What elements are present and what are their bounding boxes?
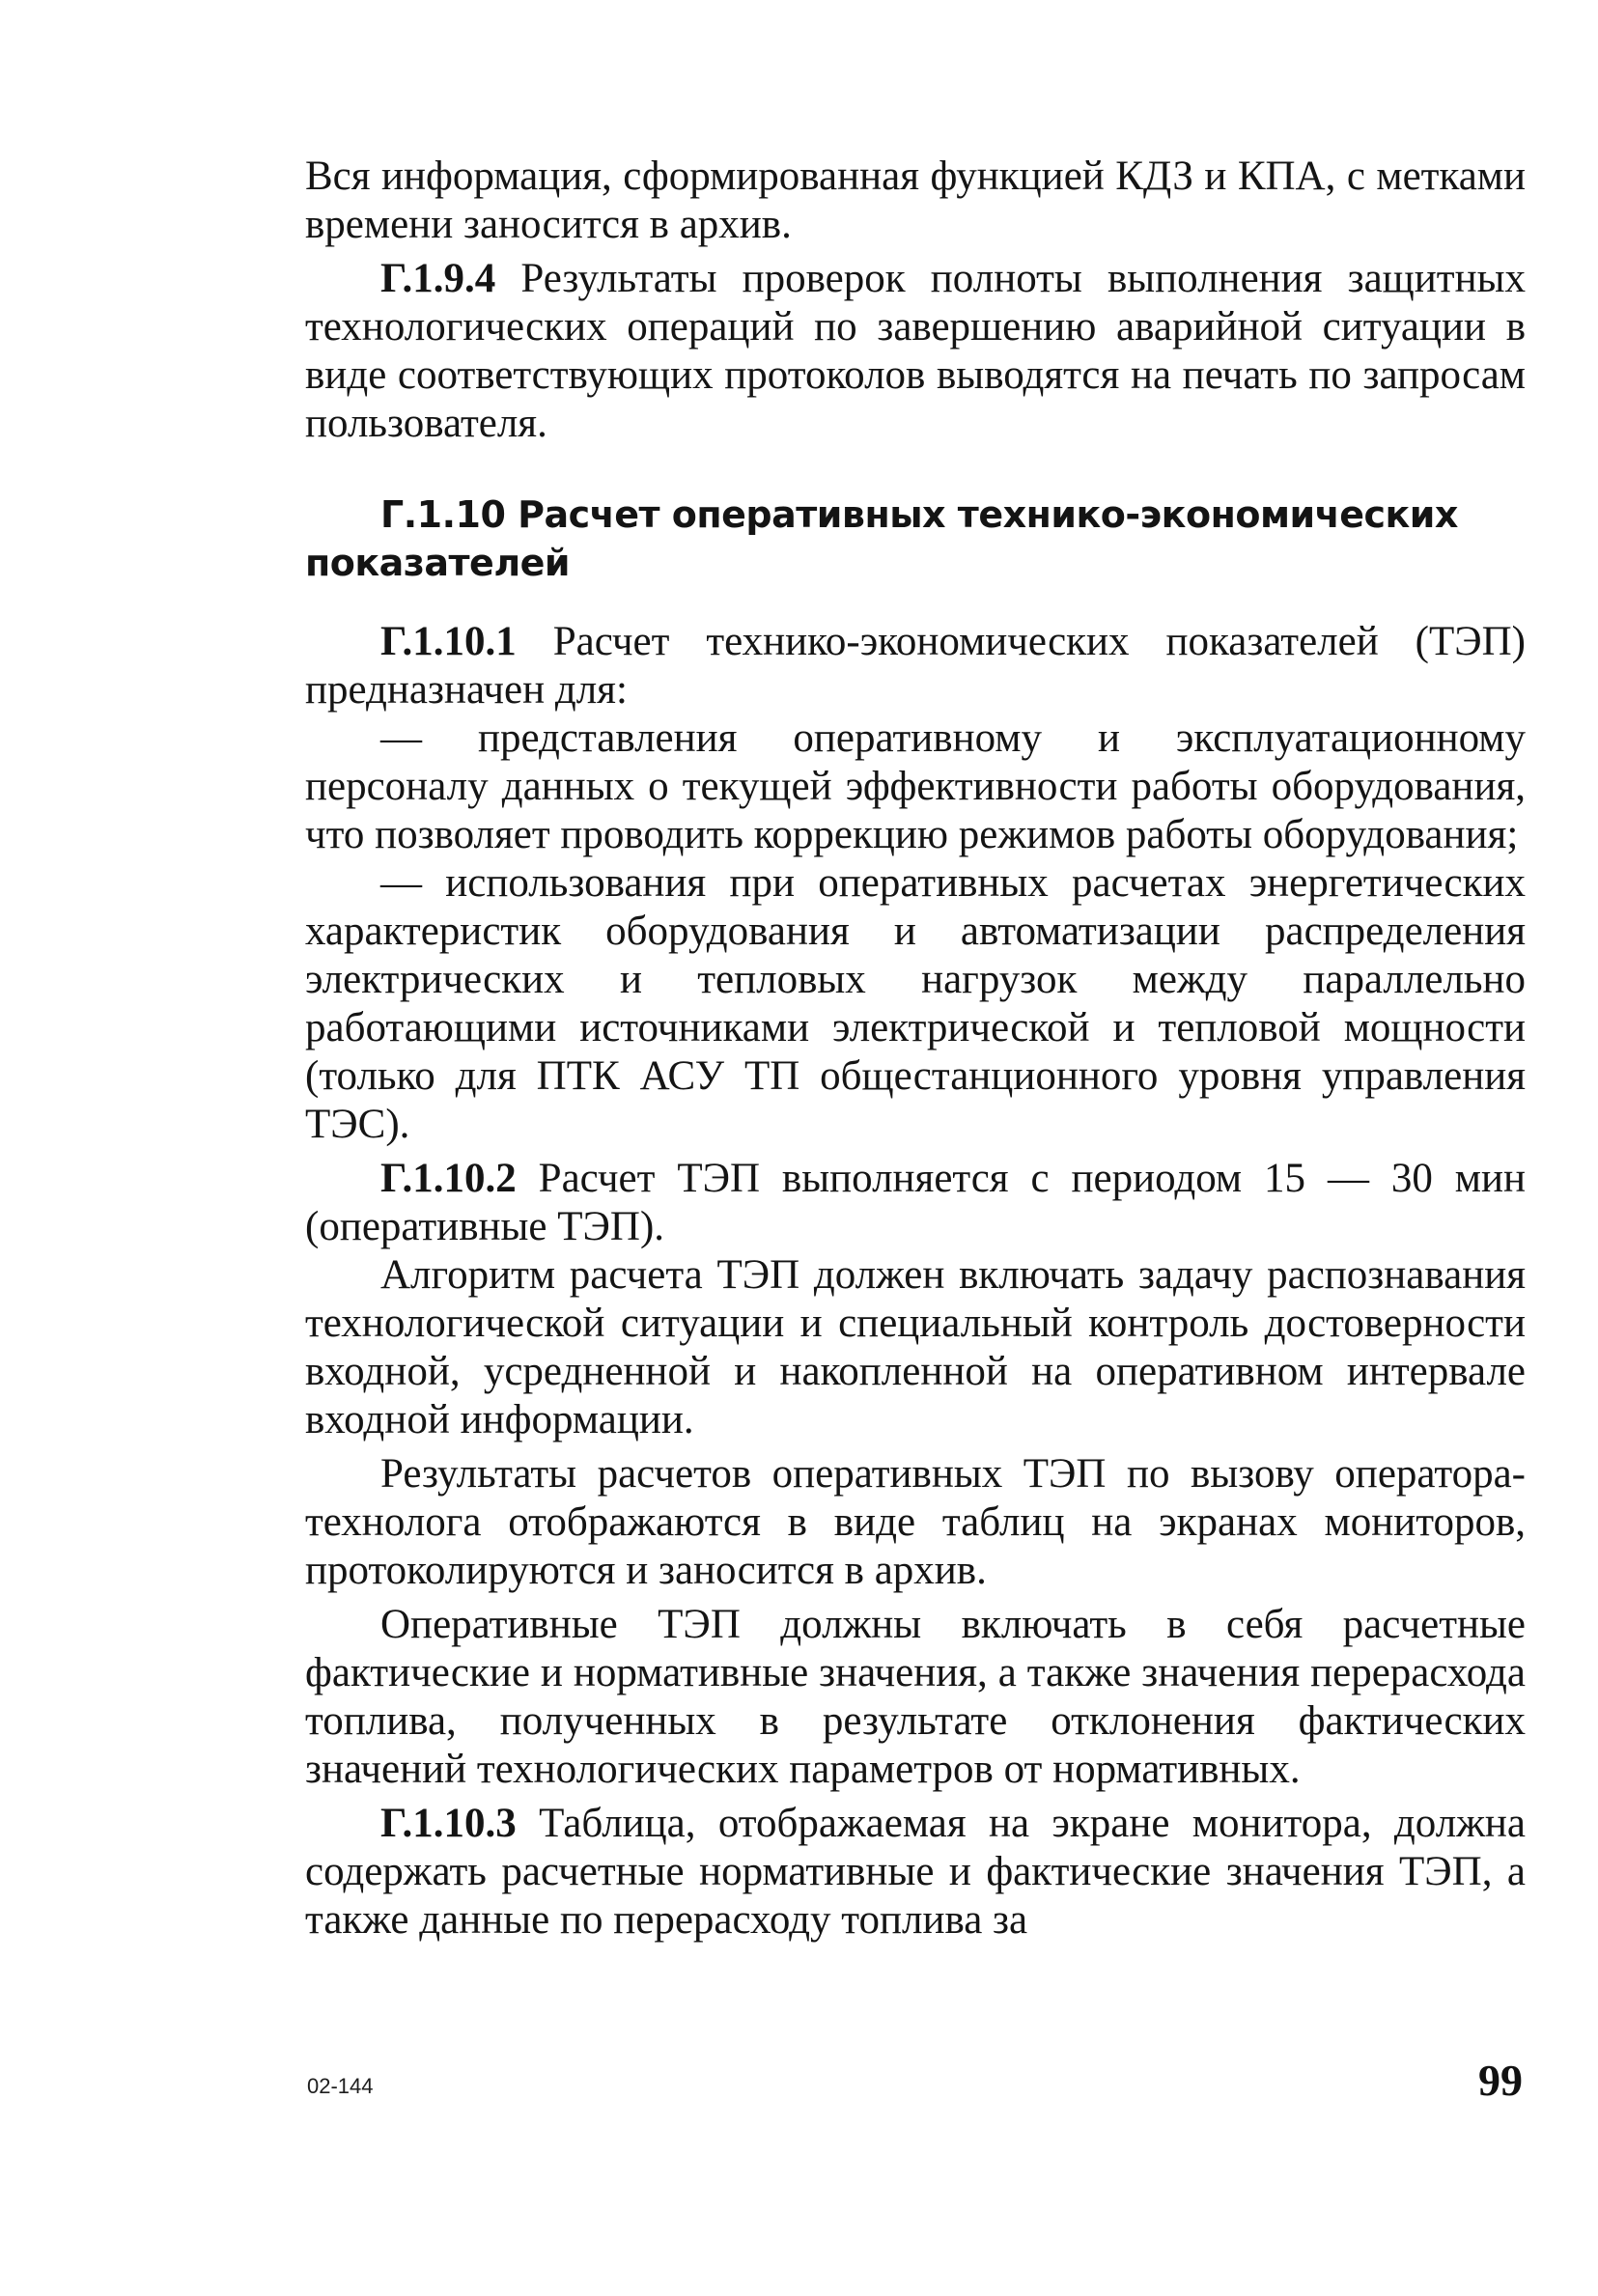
paragraph-g-1-10-1 xyxy=(305,618,1526,714)
list-item-purpose-1: — представления оперативному и эксплуатационному персоналу данных о текущей эффективности работы оборудования, что позволяет проводить коррекцию режимов работы оборудования; xyxy=(305,715,1526,857)
paragraph-g-1-9-4 xyxy=(305,255,1526,448)
clause-text: Расчет ТЭП выполняется с периодом 15 — 30 мин (оперативные ТЭП). xyxy=(305,1156,1526,1249)
paragraph-archive-info: Вся информация, сформированная функцией КДЗ и КПА, с метками времени заносится в архив. xyxy=(305,154,1526,247)
clause-number: Г.1.10.3 xyxy=(380,1801,517,1846)
paragraph-g-1-10-3 xyxy=(305,1800,1526,1945)
footer-code: 02-144 xyxy=(307,2074,374,2098)
clause-number: Г.1.9.4 xyxy=(380,256,496,301)
clause-text: Таблица, отображаемая на экране монитора, должна содержать расчетные нормативные и фактические значения ТЭП, а также данные по перерасходу топлива за xyxy=(305,1801,1526,1943)
paragraph-g-1-10-2 xyxy=(305,1155,1526,1251)
body-text xyxy=(305,153,1526,1945)
list-item-purpose-2: — использования при оперативных расчетах энергетических характеристик оборудования и автоматизации распределения электрических и тепловых нагрузок между параллельно работающими источниками электрической и тепловой мощности (только для ПТК АСУ ТП общестанционного уровня управления ТЭС). xyxy=(305,860,1526,1147)
clause-number: Г.1.10.2 xyxy=(380,1156,517,1201)
paragraph-results: Результаты расчетов оперативных ТЭП по вызову оператора-технолога отображаются в виде таблиц на экранах мониторов, протоколируются и заносится в архив. xyxy=(305,1451,1526,1593)
clause-text: Результаты проверок полноты выполнения защитных технологических операций по завершению аварийной ситуации в виде соответствующих протоколов выводятся на печать по запросам пользователя. xyxy=(305,256,1526,446)
page-number: 99 xyxy=(1478,2056,1523,2105)
paragraph-operative-tep: Оперативные ТЭП должны включать в себя расчетные фактические и нормативные значения, а также значения перерасхода топлива, полученных в результате отклонения фактических значений технологических параметров от нормативных. xyxy=(305,1602,1526,1792)
clause-number: Г.1.10.1 xyxy=(380,619,517,664)
section-heading-g-1-10: Г.1.10 Расчет оперативных технико-экономических показателей xyxy=(305,493,1458,584)
clause-text: Расчет технико-экономических показателей (ТЭП) предназначен для: xyxy=(305,619,1526,713)
paragraph-algorithm: Алгоритм расчета ТЭП должен включать задачу распознавания технологической ситуации и специальный контроль достоверности входной, усредненной и накопленной на оперативном интервале входной информации. xyxy=(305,1252,1526,1442)
